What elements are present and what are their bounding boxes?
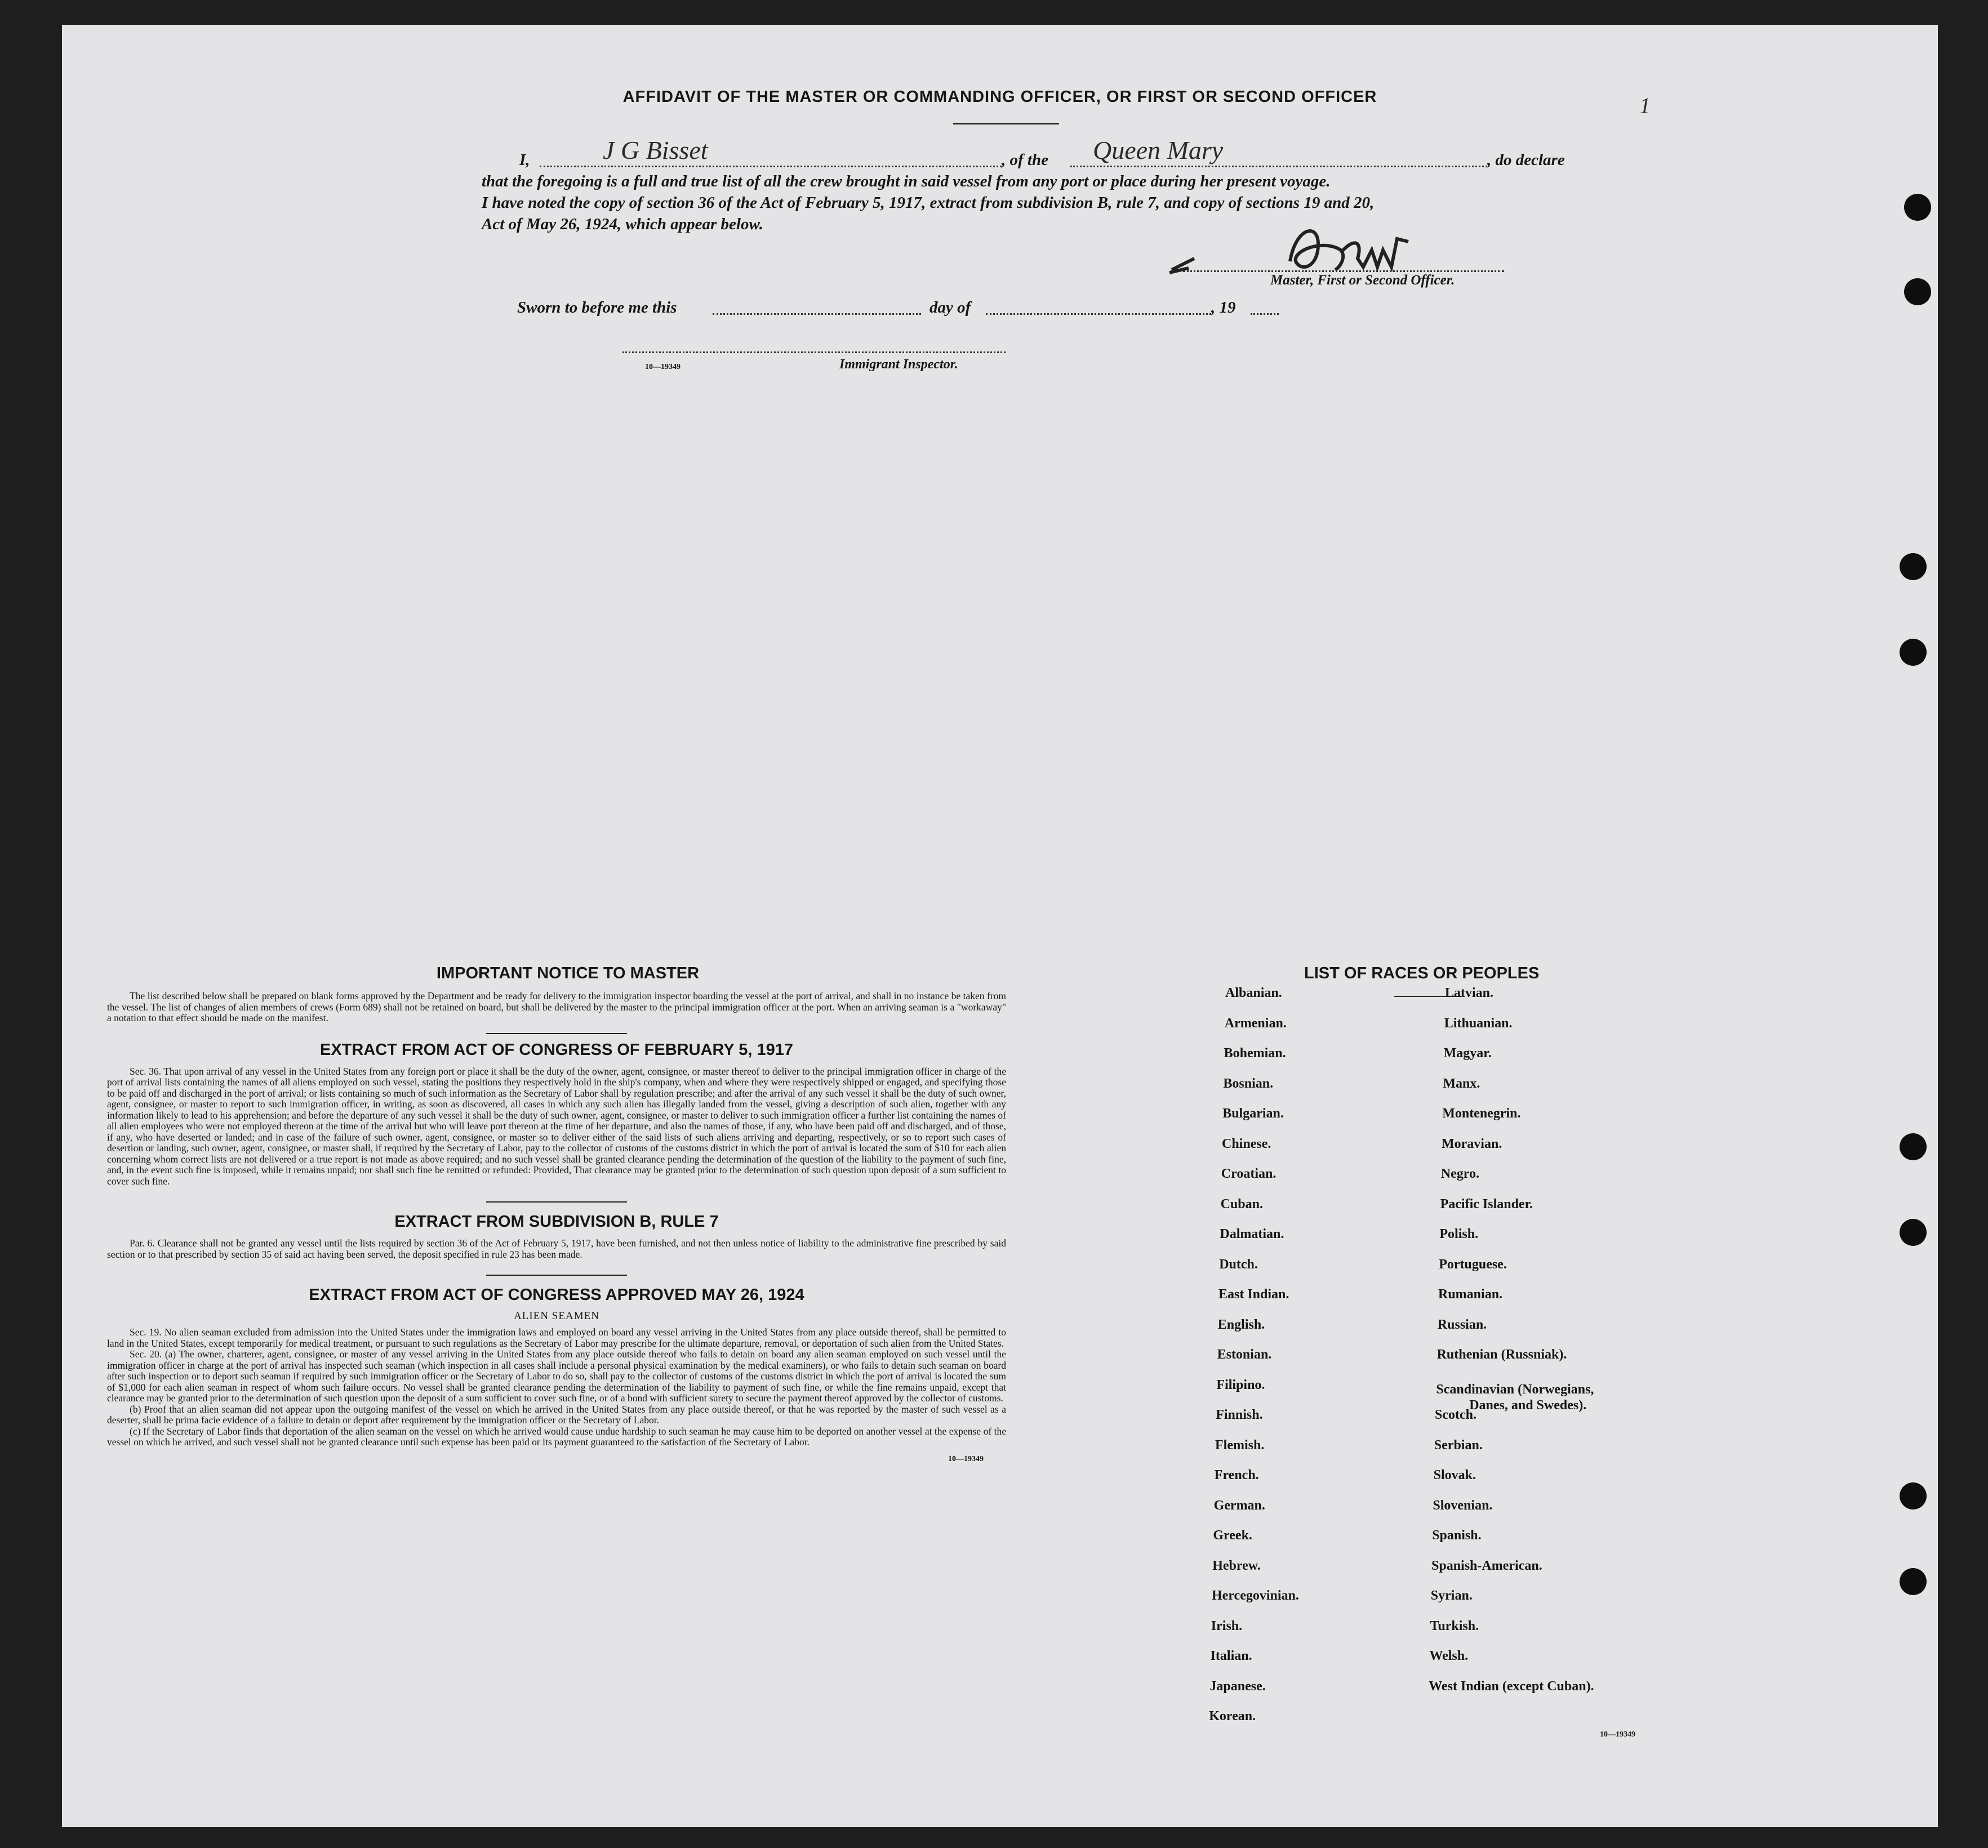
race-item: Japanese. bbox=[1209, 1678, 1266, 1694]
name-blank-line bbox=[540, 166, 1002, 167]
sec-20b-text: (b) Proof that an alien seaman did not appear upon the outgoing manifest of the vessel on which he arrived in the United States from any place outside thereof, or that he was reported by the master of such vessel as a deserter, shall be prima facie evidence of a failure to detain or deport after requirement by the immigration officer or the Secretary of Labor. bbox=[107, 1403, 1006, 1426]
affidavit-line-3: I have noted the copy of section 36 of the Act of February 5, 1917, extract from subdivision B, rule 7, and copy of sections 19 and 20, bbox=[482, 194, 1375, 212]
race-item: Spanish. bbox=[1432, 1528, 1482, 1543]
race-item: Portuguese. bbox=[1439, 1257, 1507, 1272]
race-item: Bulgarian. bbox=[1222, 1106, 1284, 1121]
extract-1924-title: EXTRACT FROM ACT OF CONGRESS APPROVED MAY 26, 1924 bbox=[309, 1286, 804, 1304]
alien-seamen-subtitle: ALIEN SEAMEN bbox=[514, 1310, 599, 1322]
title-divider bbox=[953, 123, 1059, 124]
race-item: Albanian. bbox=[1225, 986, 1282, 1000]
race-item: German. bbox=[1213, 1498, 1265, 1513]
punch-hole bbox=[1900, 553, 1927, 580]
notice-title: IMPORTANT NOTICE TO MASTER bbox=[436, 964, 700, 982]
race-item: Croatian. bbox=[1221, 1166, 1277, 1181]
sworn-day-line bbox=[713, 313, 921, 315]
extract-1917-text: Sec. 36. That upon arrival of any vessel in the United States from any foreign port or place it shall be the duty of the owner, agent, consignee, or master thereof to deliver to the principal immigration officer in charge of the port of arrival lists containing the names of all aliens employed on such vessel, stating the positions they respectively hold in the ship's company, when and where they were respectively shipped or engaged, and specifying those to be paid off and discharged in the port of arrival; or lists containing so much of such information as the Secretary of Labor shall by regulation prescribe; and after the arrival of any such vessel it shall be the duty of such owner, agent, consignee, or master to report to such immigration officer, in writing, as soon as discovered, all cases in which any such alien has illegally landed from the vessel, giving a description of such alien, together with any information likely to lead to his apprehension; and before the departure of any such vessel it shall be the duty of such owner, agent, consignee, or master to deliver to such immigration officer a further list containing the names of all alien employees who were not employed thereon at the time of the arrival but who will leave port thereon at the time of her departure, and also the names of those, if any, who have been paid off and discharged, and of those, if any, who have deserted or landed; and in case of the failure of such owner, agent, consignee, or master so to deliver either of the said lists of such aliens arriving and departing, respectively, or so to report such cases of desertion or landing, such owner, agent, consignee, or master shall, if required by the Secretary of Labor, pay to the collector of customs of the customs district in which the port of arrival is located the sum of $10 for each alien concerning whom correct lists are not delivered or a true report is not made as above required; and no such vessel shall be granted clearance pending the determination of the question of the liability to the payment of such fine, and, in the event such fine is imposed, while it remains unpaid; nor shall such fine be remitted or refunded: Provided, That clearance may be granted prior to the determination of such question upon deposit of a sum sufficient to cover such fine. bbox=[107, 1065, 1006, 1187]
race-item: Bosnian. bbox=[1223, 1076, 1274, 1091]
extract-1917-divider bbox=[486, 1201, 627, 1203]
signature-caption: Master, First or Second Officer. bbox=[1270, 273, 1455, 288]
sworn-year-line bbox=[1251, 313, 1279, 315]
race-item: Dalmatian. bbox=[1220, 1227, 1284, 1241]
race-item: Armenian. bbox=[1224, 1016, 1287, 1031]
punch-hole bbox=[1900, 1133, 1927, 1160]
notice-divider bbox=[486, 1033, 627, 1034]
race-item: Estonian. bbox=[1217, 1347, 1272, 1362]
form-number-left: 10—19349 bbox=[948, 1454, 984, 1463]
subdivision-b-divider bbox=[486, 1275, 627, 1276]
sec-19-text: Sec. 19. No alien seaman excluded from admission into the United States under the immigration laws and employed on board any vessel arriving in the United States from any place outside thereof, shall be permitted to land in the United States, except temporarily for medical treatment, or pursuant to such regulations as the Secretary of Labor may prescribe for the ultimate departure, removal, or deportation of such alien from the United States. bbox=[107, 1326, 1006, 1349]
race-item: Syrian. bbox=[1430, 1588, 1473, 1603]
race-item: Irish. bbox=[1211, 1618, 1243, 1633]
vessel-name-handwritten: Queen Mary bbox=[1093, 136, 1224, 164]
punch-hole bbox=[1904, 278, 1931, 305]
year-prefix: , 19 bbox=[1211, 299, 1236, 317]
race-item: Polish. bbox=[1439, 1227, 1479, 1241]
form-number-top: 10—19349 bbox=[645, 363, 681, 371]
race-item: Scandinavian (Norwegians, bbox=[1436, 1382, 1594, 1397]
vessel-blank-line bbox=[1070, 166, 1487, 167]
race-item: Lithuanian. bbox=[1444, 1016, 1513, 1031]
inspector-signature-line bbox=[622, 351, 1006, 353]
form-page bbox=[62, 25, 1938, 1827]
race-item: Manx. bbox=[1443, 1076, 1480, 1091]
sworn-label: Sworn to before me this bbox=[517, 299, 677, 317]
punch-hole bbox=[1900, 1568, 1927, 1595]
race-item: Russian. bbox=[1437, 1317, 1487, 1332]
master-name-handwritten: J G Bisset bbox=[603, 136, 708, 164]
notice-text: The list described below shall be prepared on blank forms approved by the Department and be ready for delivery to the immigration inspector boarding the vessel at the port of arrival, and shall in no instance be taken from the vessel. The list of changes of alien members of crews (Form 689) shall not be retained on board, but shall be delivered by the master to the principal immigration officer at the port. When an arriving seaman is a "workaway" a notation to that effect should be made on the manifest. bbox=[107, 990, 1006, 1023]
race-item: Danes, and Swedes). bbox=[1469, 1397, 1587, 1413]
race-item: Moravian. bbox=[1442, 1136, 1502, 1151]
race-item: Hercegovinian. bbox=[1212, 1588, 1299, 1603]
punch-hole bbox=[1904, 194, 1931, 221]
i-label: I, bbox=[519, 151, 530, 169]
race-item: Ruthenian (Russniak). bbox=[1436, 1347, 1567, 1362]
race-item: Flemish. bbox=[1215, 1437, 1265, 1453]
punch-hole bbox=[1900, 1482, 1927, 1509]
race-item: French. bbox=[1214, 1468, 1259, 1482]
race-item: Bohemian. bbox=[1224, 1046, 1286, 1061]
race-item: Dutch. bbox=[1219, 1257, 1258, 1272]
race-item: Slovenian. bbox=[1433, 1498, 1493, 1513]
race-item: Cuban. bbox=[1220, 1196, 1263, 1212]
race-item: Korean. bbox=[1209, 1709, 1256, 1724]
affidavit-title: AFFIDAVIT OF THE MASTER OR COMMANDING OFFICER, OR FIRST OR SECOND OFFICER bbox=[622, 88, 1377, 106]
subdivision-b-text: Par. 6. Clearance shall not be granted any vessel until the lists required by section 36 of the Act of February 5, 1917, have been furnished, and not then unless notice of liability to the administrative fine prescribed by said section or to that prescribed by section 35 of said act having been served, the deposit specified in rule 23 has been made. bbox=[107, 1237, 1006, 1260]
sworn-month-line bbox=[986, 313, 1211, 315]
punch-hole bbox=[1900, 1219, 1927, 1246]
race-item: Scotch. bbox=[1435, 1408, 1476, 1422]
page-number-mark: 1 bbox=[1639, 93, 1651, 118]
race-item: Italian. bbox=[1210, 1649, 1252, 1663]
race-item: Greek. bbox=[1213, 1528, 1252, 1543]
sec-20a-text: Sec. 20. (a) The owner, charterer, agent, consignee, or master of any vessel arriving in the United States from any place outside thereof who fails to detain on board any alien seaman employed on such vessel until the immigration officer in charge at the port of arrival has inspected such seaman (which inspection in all cases shall include a personal physical examination by the medical examiners), or who fails to detain such seaman on board after such inspection or to deport such seaman if required by such immigration officer or the Secretary of Labor to do so, shall pay to the collector of customs of the customs district in which the port of arrival is located the sum of $1,000 for each alien seaman in respect of whom such failure occurs. No vessel shall be granted clearance pending the determination of the liability to payment of such fine, or while the fine remains unpaid, except that clearance may be granted prior to the determination of such question upon the deposit of a sum sufficient to cover such fine, or of a bond with sufficient surety to secure the payment thereof approved by the collector of customs. bbox=[107, 1348, 1006, 1404]
notice-section bbox=[107, 964, 1006, 1464]
race-item: Welsh. bbox=[1429, 1649, 1469, 1663]
signature-line bbox=[1183, 270, 1504, 272]
race-item: Finnish. bbox=[1216, 1408, 1263, 1422]
race-item: Rumanian. bbox=[1438, 1287, 1503, 1302]
race-item: English. bbox=[1217, 1317, 1265, 1332]
race-item: West Indian (except Cuban). bbox=[1429, 1678, 1594, 1694]
subdivision-b-title: EXTRACT FROM SUBDIVISION B, RULE 7 bbox=[394, 1213, 719, 1231]
race-item: Serbian. bbox=[1434, 1437, 1483, 1453]
race-item: Hebrew. bbox=[1212, 1558, 1261, 1573]
punch-hole bbox=[1900, 639, 1927, 666]
do-declare-label: , do declare bbox=[1487, 151, 1565, 169]
race-item: Turkish. bbox=[1430, 1618, 1479, 1633]
race-item: Filipino. bbox=[1216, 1377, 1265, 1392]
race-item: East Indian. bbox=[1218, 1287, 1289, 1302]
inspector-caption: Immigrant Inspector. bbox=[839, 357, 958, 372]
race-item: Montenegrin. bbox=[1442, 1106, 1521, 1121]
form-number-right: 10—19349 bbox=[1600, 1730, 1635, 1739]
affidavit-line-4: Act of May 26, 1924, which appear below. bbox=[482, 215, 763, 233]
race-item: Negro. bbox=[1440, 1166, 1479, 1181]
of-the-label: , of the bbox=[1002, 151, 1048, 169]
affidavit-line-2: that the foregoing is a full and true list of all the crew brought in said vessel from any port or place during her present voyage. bbox=[482, 172, 1331, 190]
sec-20c-text: (c) If the Secretary of Labor finds that deportation of the alien seaman on the vessel on which he arrived would cause undue hardship to such seaman he may cause him to be deported on another vessel at the expense of the vessel on which he arrived, and such vessel shall not be granted clearance until such expense has been paid or its payment guaranteed to the satisfaction of the Secretary of Labor. bbox=[107, 1425, 1006, 1448]
race-item: Magyar. bbox=[1443, 1046, 1492, 1061]
day-of-label: day of bbox=[929, 299, 971, 317]
race-item: Chinese. bbox=[1222, 1136, 1271, 1151]
race-item: Spanish-American. bbox=[1431, 1558, 1542, 1573]
race-item: Slovak. bbox=[1433, 1468, 1476, 1482]
extract-1917-title: EXTRACT FROM ACT OF CONGRESS OF FEBRUARY 5, 1917 bbox=[319, 1040, 794, 1059]
race-item: Pacific Islander. bbox=[1440, 1196, 1533, 1212]
race-item: Latvian. bbox=[1445, 986, 1494, 1000]
races-title: LIST OF RACES OR PEOPLES bbox=[1304, 964, 1540, 982]
